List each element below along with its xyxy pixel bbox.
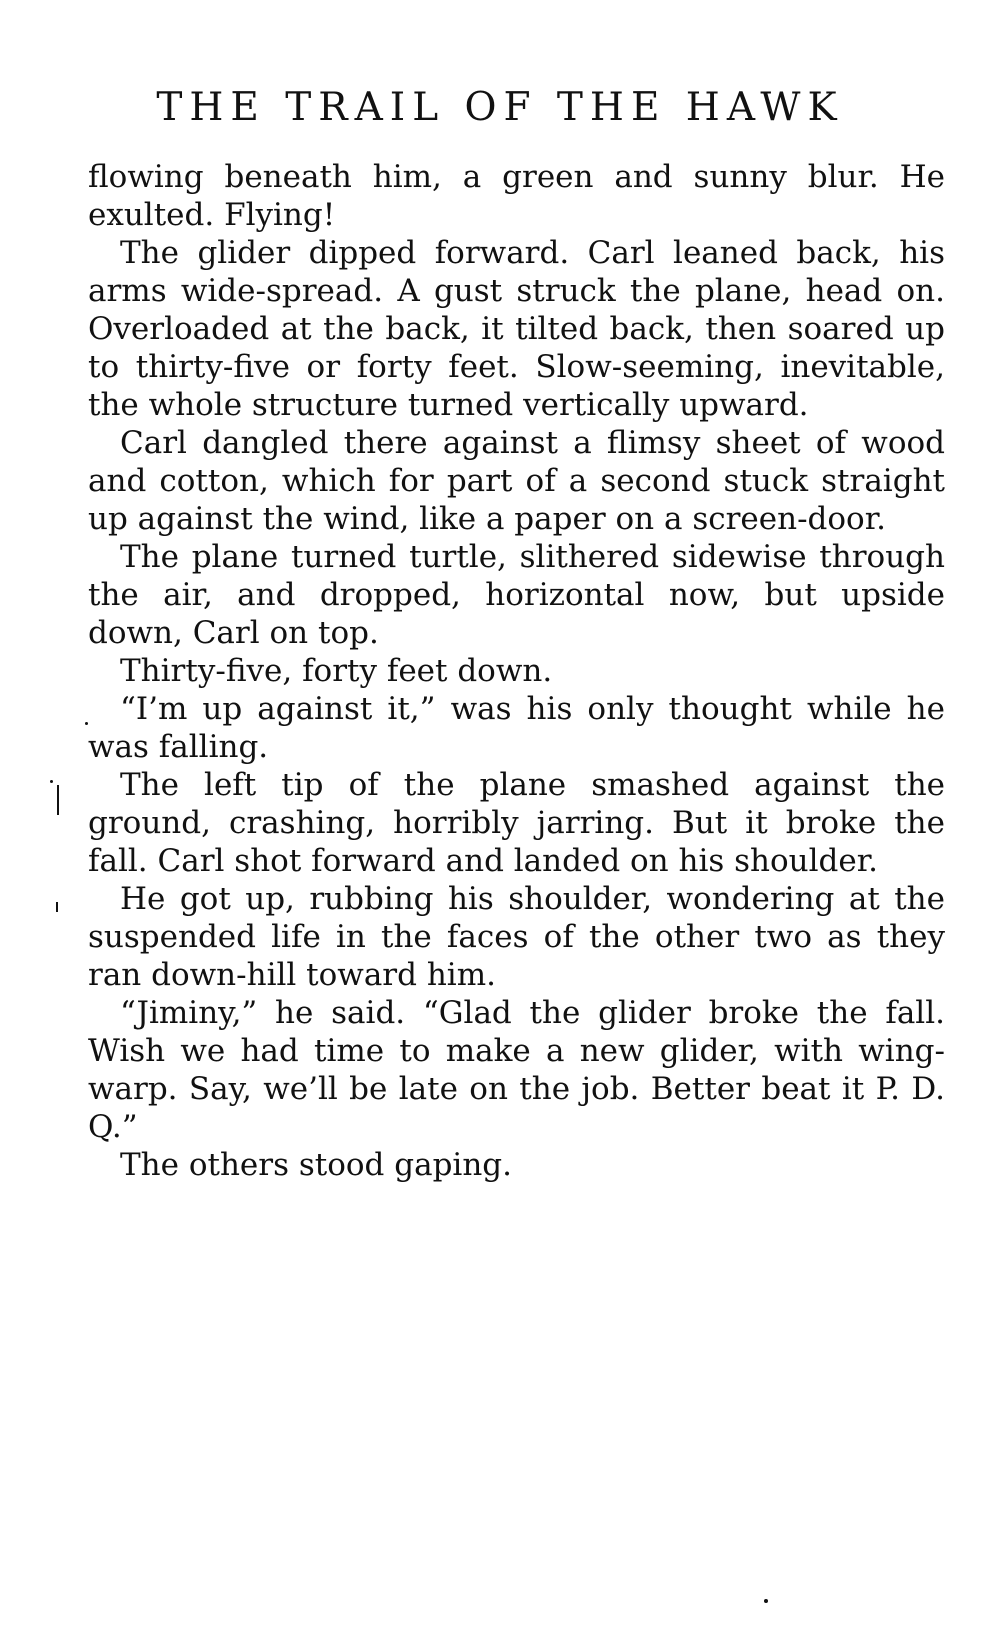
paragraph: The plane turned turtle, slithered sidewise through the air, and dropped, horizontal now, but upside down, Carl on top.: [88, 539, 945, 651]
paragraph: The left tip of the plane smashed against the ground, crashing, horribly jarring. But it broke the fall. Carl shot forward and landed on his shoulder.: [88, 767, 945, 879]
margin-tick: [56, 902, 58, 912]
paragraph: The glider dipped forward. Carl leaned back, his arms wide-spread. A gust struck the plane, head on. Overloaded at the back, it tilted back, then soared up to thirty-five or forty feet. Slow-seeming, inevitable, the whole structure turned vertically upward.: [88, 235, 945, 423]
margin-mark: [57, 785, 59, 815]
paragraph: “I’m up against it,” was his only thought while he was falling.: [88, 691, 945, 765]
paragraph: He got up, rubbing his shoulder, wondering at the suspended life in the faces of the other two as they ran down-hill toward him.: [88, 881, 945, 993]
margin-dot: [85, 722, 88, 725]
margin-dot: [50, 780, 53, 783]
scan-speck: [764, 1599, 768, 1603]
running-head: THE TRAIL OF THE HAWK: [156, 85, 844, 130]
paragraph: “Jiminy,” he said. “Glad the glider broke the fall. Wish we had time to make a new glider, with wing-warp. Say, we’ll be late on the job. Better beat it P. D. Q.”: [88, 995, 945, 1145]
body-text: [88, 158, 945, 1184]
paragraph: The others stood gaping.: [120, 1147, 512, 1183]
paragraph: Carl dangled there against a flimsy sheet of wood and cotton, which for part of a second stuck straight up against the wind, like a paper on a screen-door.: [88, 425, 945, 537]
paragraph-continued: flowing beneath him, a green and sunny blur. He exulted. Flying!: [88, 159, 945, 233]
paragraph: Thirty-five, forty feet down.: [120, 653, 553, 689]
